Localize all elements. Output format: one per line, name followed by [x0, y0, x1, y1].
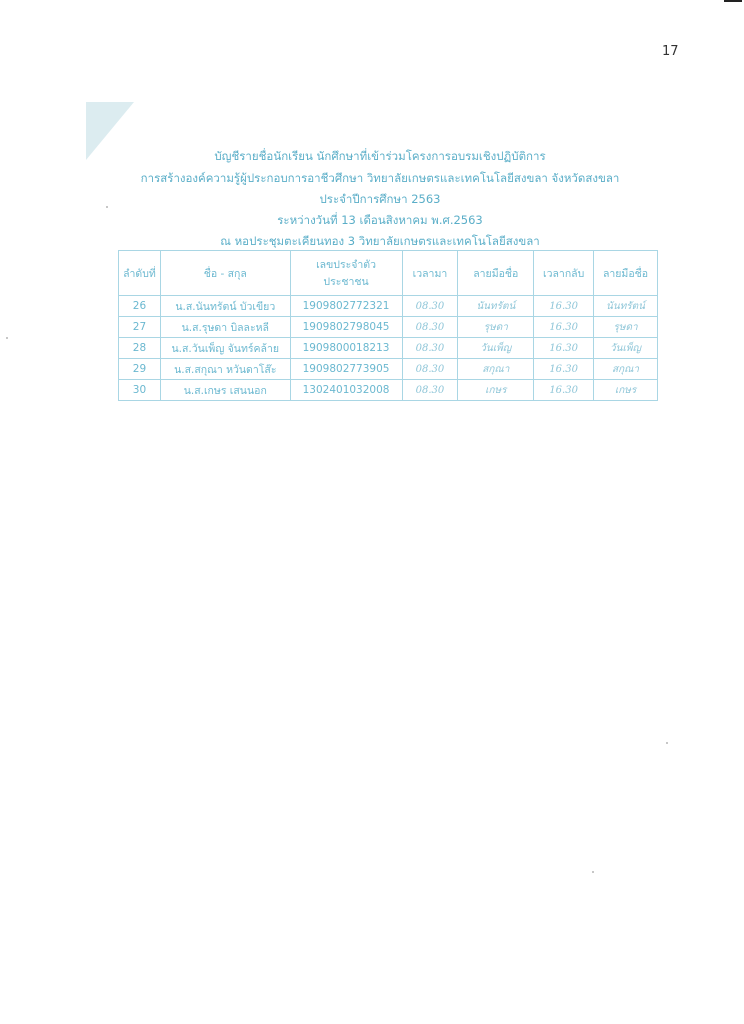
scan-speck: [666, 742, 668, 744]
header-signature-in: ลายมือชื่อ: [458, 251, 534, 296]
header-name: ชื่อ - สกุล: [160, 251, 290, 296]
student-name: น.ส.เกษร เสนนอก: [160, 380, 290, 401]
citizen-id: 1302401032008: [290, 380, 402, 401]
signature-out: รุษดา: [594, 317, 658, 338]
time-in: 08.30: [402, 317, 458, 338]
time-out: 16.30: [534, 338, 594, 359]
scan-speck: [592, 871, 594, 873]
header-order: ลำดับที่: [119, 251, 161, 296]
table-row: [119, 359, 658, 380]
student-name: น.ส.รุษดา บิลละหลี: [160, 317, 290, 338]
scan-speck: [106, 206, 108, 208]
time-in: 08.30: [402, 338, 458, 359]
time-out: 16.30: [534, 359, 594, 380]
document-title-line-3: ประจำปีการศึกษา 2563: [319, 192, 441, 206]
signature-in: นันทรัตน์: [458, 296, 534, 317]
signature-out: เกษร: [594, 380, 658, 401]
time-out: 16.30: [534, 296, 594, 317]
header-time-out: เวลากลับ: [534, 251, 594, 296]
signature-out: วันเพ็ญ: [594, 338, 658, 359]
citizen-id: 1909802773905: [290, 359, 402, 380]
table-header-row: [119, 251, 658, 296]
signature-in: วันเพ็ญ: [458, 338, 534, 359]
row-number: 29: [119, 359, 161, 380]
header-signature-out: ลายมือชื่อ: [594, 251, 658, 296]
row-number: 30: [119, 380, 161, 401]
table-row: [119, 317, 658, 338]
signature-in: รุษดา: [458, 317, 534, 338]
student-name: น.ส.วันเพ็ญ จันทร์คล้าย: [160, 338, 290, 359]
header-time-in: เวลามา: [402, 251, 458, 296]
table-row: [119, 380, 658, 401]
attendance-table: [118, 250, 658, 401]
document-title-line-2: การสร้างองค์ความรู้ผู้ประกอบการอาชีวศึกษา วิทยาลัยเกษตรและเทคโนโลยีสงขลา จังหวัดสงขลา: [140, 171, 620, 185]
citizen-id: 1909800018213: [290, 338, 402, 359]
document-title-line-1: บัญชีรายชื่อนักเรียน นักศึกษาที่เข้าร่วมโครงการอบรมเชิงปฏิบัติการ: [214, 149, 546, 163]
citizen-id: 1909802772321: [290, 296, 402, 317]
time-in: 08.30: [402, 380, 458, 401]
document-title-line-4: ระหว่างวันที่ 13 เดือนสิงหาคม พ.ศ.2563: [277, 213, 483, 227]
time-in: 08.30: [402, 359, 458, 380]
student-name: น.ส.สกุณา หวันดาโส๊ะ: [160, 359, 290, 380]
row-number: 26: [119, 296, 161, 317]
signature-out: นันทรัตน์: [594, 296, 658, 317]
row-number: 28: [119, 338, 161, 359]
time-out: 16.30: [534, 380, 594, 401]
scan-edge-mark: [724, 0, 742, 2]
row-number: 27: [119, 317, 161, 338]
table-row: [119, 296, 658, 317]
page-number: 17: [662, 44, 679, 59]
table-row: [119, 338, 658, 359]
time-in: 08.30: [402, 296, 458, 317]
document-title-line-5: ณ หอประชุมตะเคียนทอง 3 วิทยาลัยเกษตรและเทคโนโลยีสงขลา: [220, 234, 540, 248]
scan-speck: [6, 337, 8, 339]
header-citizen-id: เลขประจำตัวประชาชน: [290, 251, 402, 296]
citizen-id: 1909802798045: [290, 317, 402, 338]
signature-out: สกุณา: [594, 359, 658, 380]
student-name: น.ส.นันทรัตน์ บัวเขียว: [160, 296, 290, 317]
signature-in: เกษร: [458, 380, 534, 401]
signature-in: สกุณา: [458, 359, 534, 380]
time-out: 16.30: [534, 317, 594, 338]
